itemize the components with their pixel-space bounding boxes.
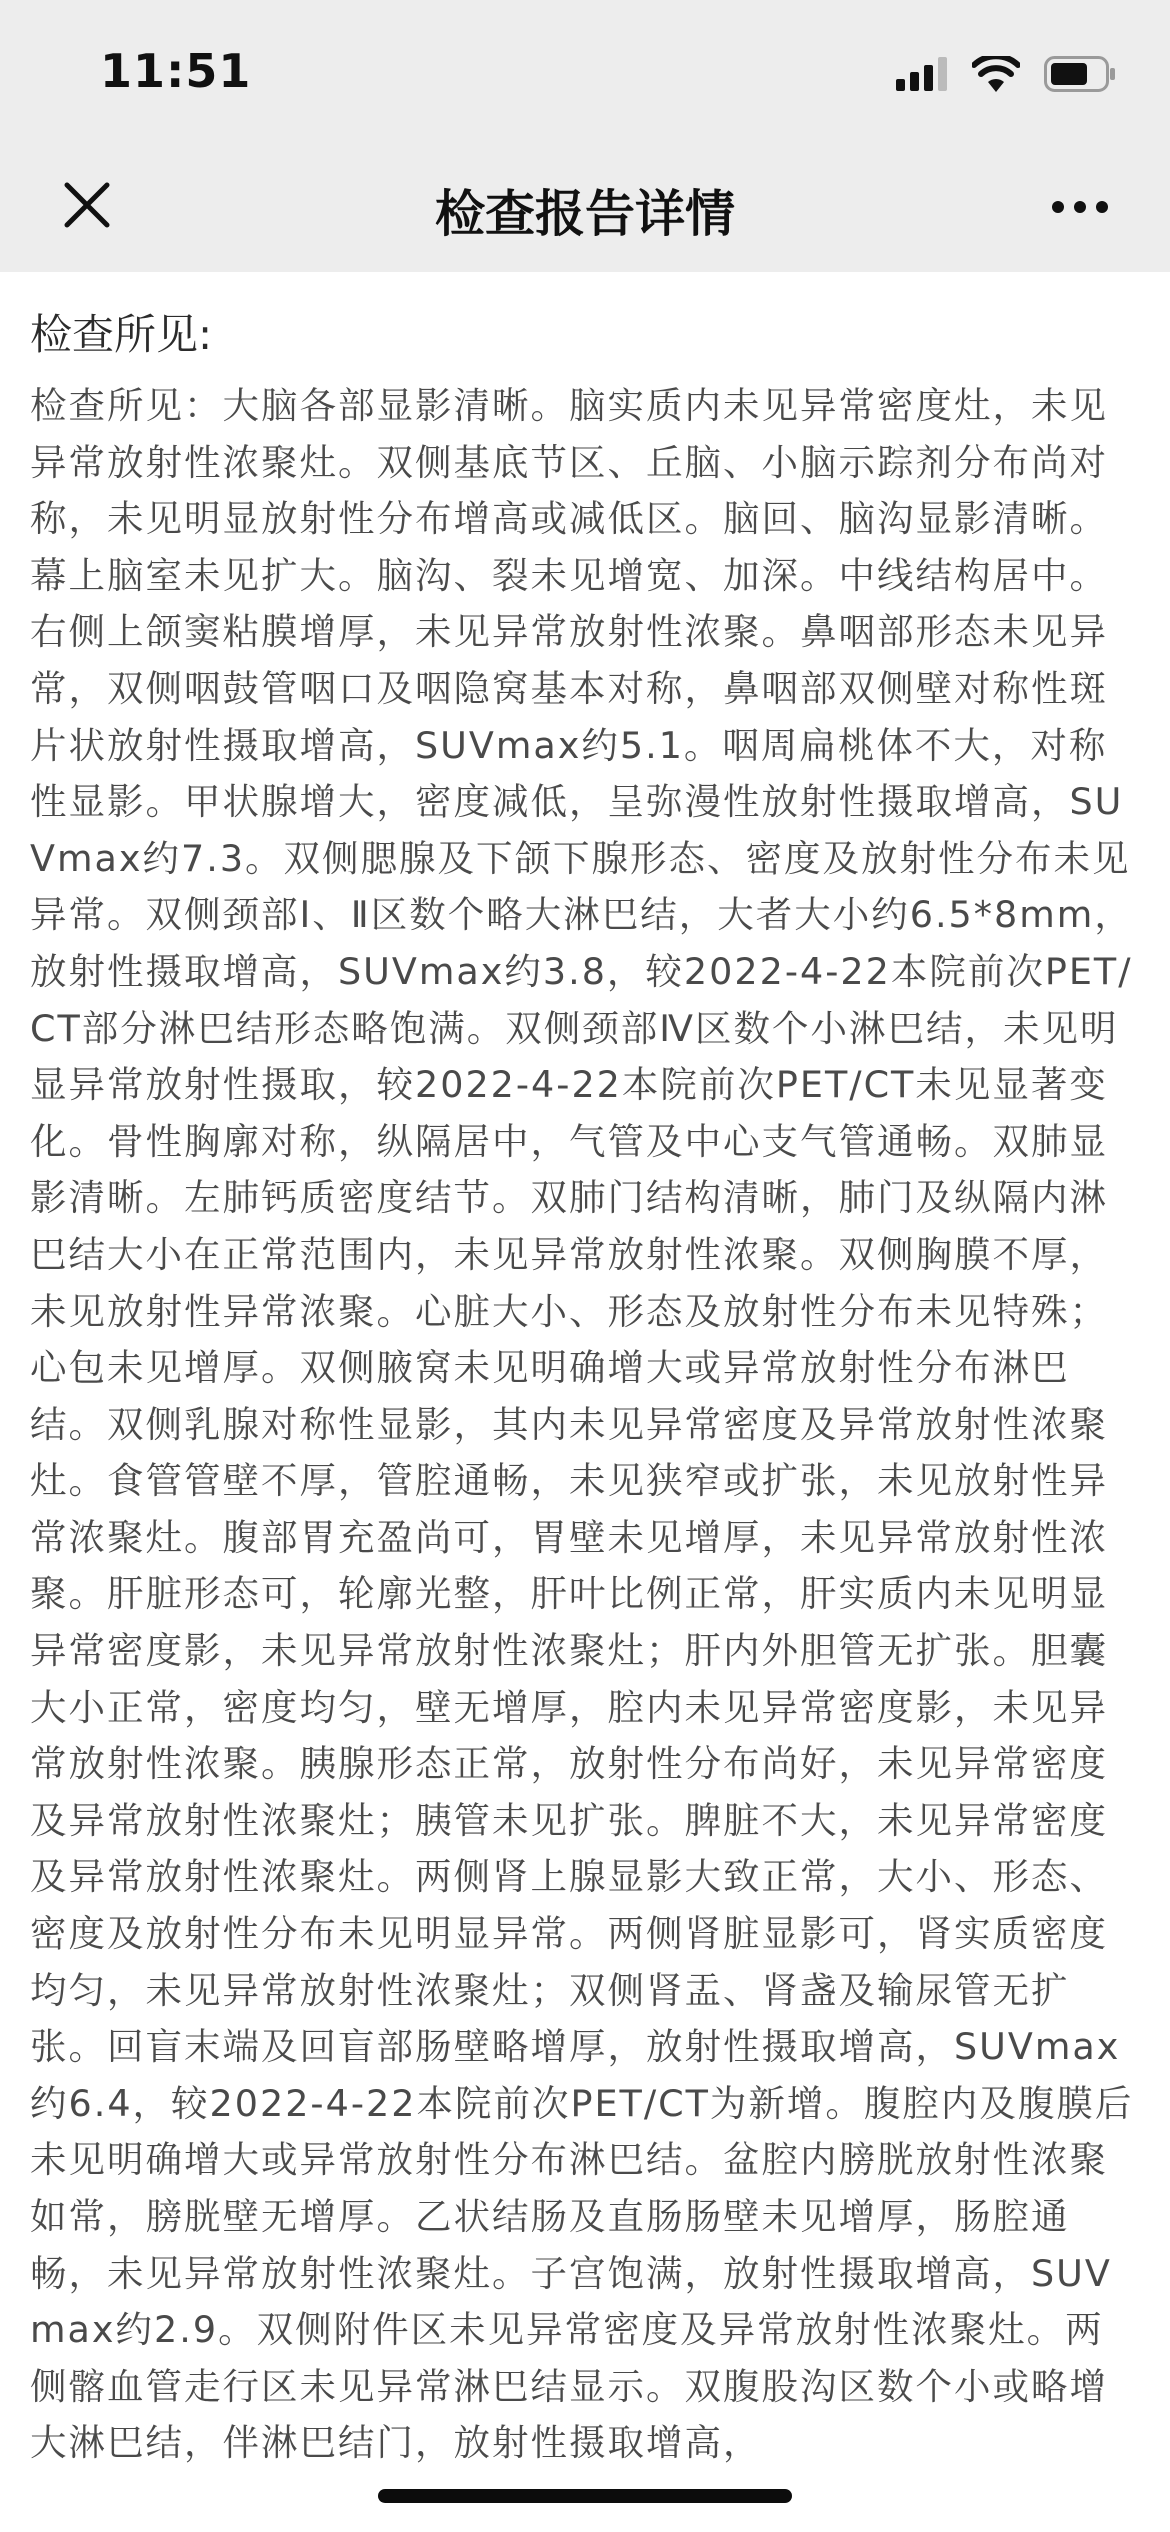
status-icons <box>896 52 1116 96</box>
section-heading: 检查所见: <box>30 310 213 359</box>
wifi-icon <box>972 56 1020 92</box>
report-body-text: 检查所见：大脑各部显影清晰。脑实质内未见异常密度灶，未见异常放射性浓聚灶。双侧基底节区、丘脑、小脑示踪剂分布尚对称，未见明显放射性分布增高或减低区。脑回、脑沟显影清晰。幕上脑室未见扩大。脑沟、裂未见增宽、加深。中线结构居中。右侧上颌窦粘膜增厚，未见异常放射性浓聚。鼻咽部形态未见异常，双侧咽鼓管咽口及咽隐窝基本对称，鼻咽部双侧壁对称性斑片状放射性摄取增高，SUVmax约5.1。咽周扁桃体不大，对称性显影。甲状腺增大，密度减低，呈弥漫性放射性摄取增高，SUVmax约7.3。双侧腮腺及下颌下腺形态、密度及放射性分布未见异常。双侧颈部Ⅰ、Ⅱ区数个略大淋巴结，大者大小约6.5*8mm，放射性摄取增高，SUVmax约3.8，较2022-4-22本院前次PET/CT部分淋巴结形态略饱满。双侧颈部Ⅳ区数个小淋巴结，未见明显异常放射性摄取，较2022-4-22本院前次PET/CT未见显著变化。骨性胸廓对称，纵隔居中，气管及中心支气管通畅。双肺显影清晰。左肺钙质密度结节。双肺门结构清晰，肺门及纵隔内淋巴结大小在正常范围内，未见异常放射性浓聚。双侧胸膜不厚，未见放射性异常浓聚。心脏大小、形态及放射性分布未见特殊；心包未见增厚。双侧腋窝未见明确增大或异常放射性分布淋巴结。双侧乳腺对称性显影，其内未见异常密度及异常放射性浓聚灶。食管管壁不厚，管腔通畅，未见狭窄或扩张，未见放射性异常浓聚灶。腹部胃充盈尚可，胃壁未见增厚，未见异常放射性浓聚。肝脏形态可，轮廓光整，肝叶比例正常，肝实质内未见明显异常密度影，未见异常放射性浓聚灶；肝内外胆管无扩张。胆囊大小正常，密度均匀，壁无增厚，腔内未见异常密度影，未见异常放射性浓聚。胰腺形态正常，放射性分布尚好，未见异常密度及异常放射性浓聚灶；胰管未见扩张。脾脏不大，未见异常密度及异常放射性浓聚灶。两侧肾上腺显影大致正常，大小、形态、密度及放射性分布未见明显异常。两侧肾脏显影可，肾实质密度均匀，未见异常放射性浓聚灶；双侧肾盂、肾盏及输尿管无扩张。回盲末端及回盲部肠壁略增厚，放射性摄取增高，SUVmax约6.4，较2022-4-22本院前次PET/CT为新增。腹腔内及腹膜后未见明确增大或异常放射性分布淋巴结。盆腔内膀胱放射性浓聚如常，膀胱壁无增厚。乙状结肠及直肠肠壁未见增厚，肠腔通畅，未见异常放射性浓聚灶。子宫饱满，放射性摄取增高，SUVmax约2.9。双侧附件区未见异常密度及异常放射性浓聚灶。两侧髂血管走行区未见异常淋巴结显示。双腹股沟区数个小或略增大淋巴结，伴淋巴结门，放射性摄取增高， <box>30 384 1134 2465</box>
more-dots-icon <box>1051 200 1109 214</box>
navigation-bar <box>0 140 1170 272</box>
close-icon <box>62 180 112 230</box>
status-time: 11:51 <box>100 44 252 98</box>
more-options-button[interactable] <box>1040 182 1120 232</box>
cellular-signal-icon <box>896 57 948 91</box>
status-bar <box>0 0 1170 140</box>
page-title: 检查报告详情 <box>435 185 735 243</box>
top-bar <box>0 0 1170 272</box>
report-content[interactable] <box>0 272 1170 2532</box>
home-indicator[interactable] <box>378 2489 792 2503</box>
battery-icon <box>1044 56 1116 92</box>
close-button[interactable] <box>52 170 122 240</box>
